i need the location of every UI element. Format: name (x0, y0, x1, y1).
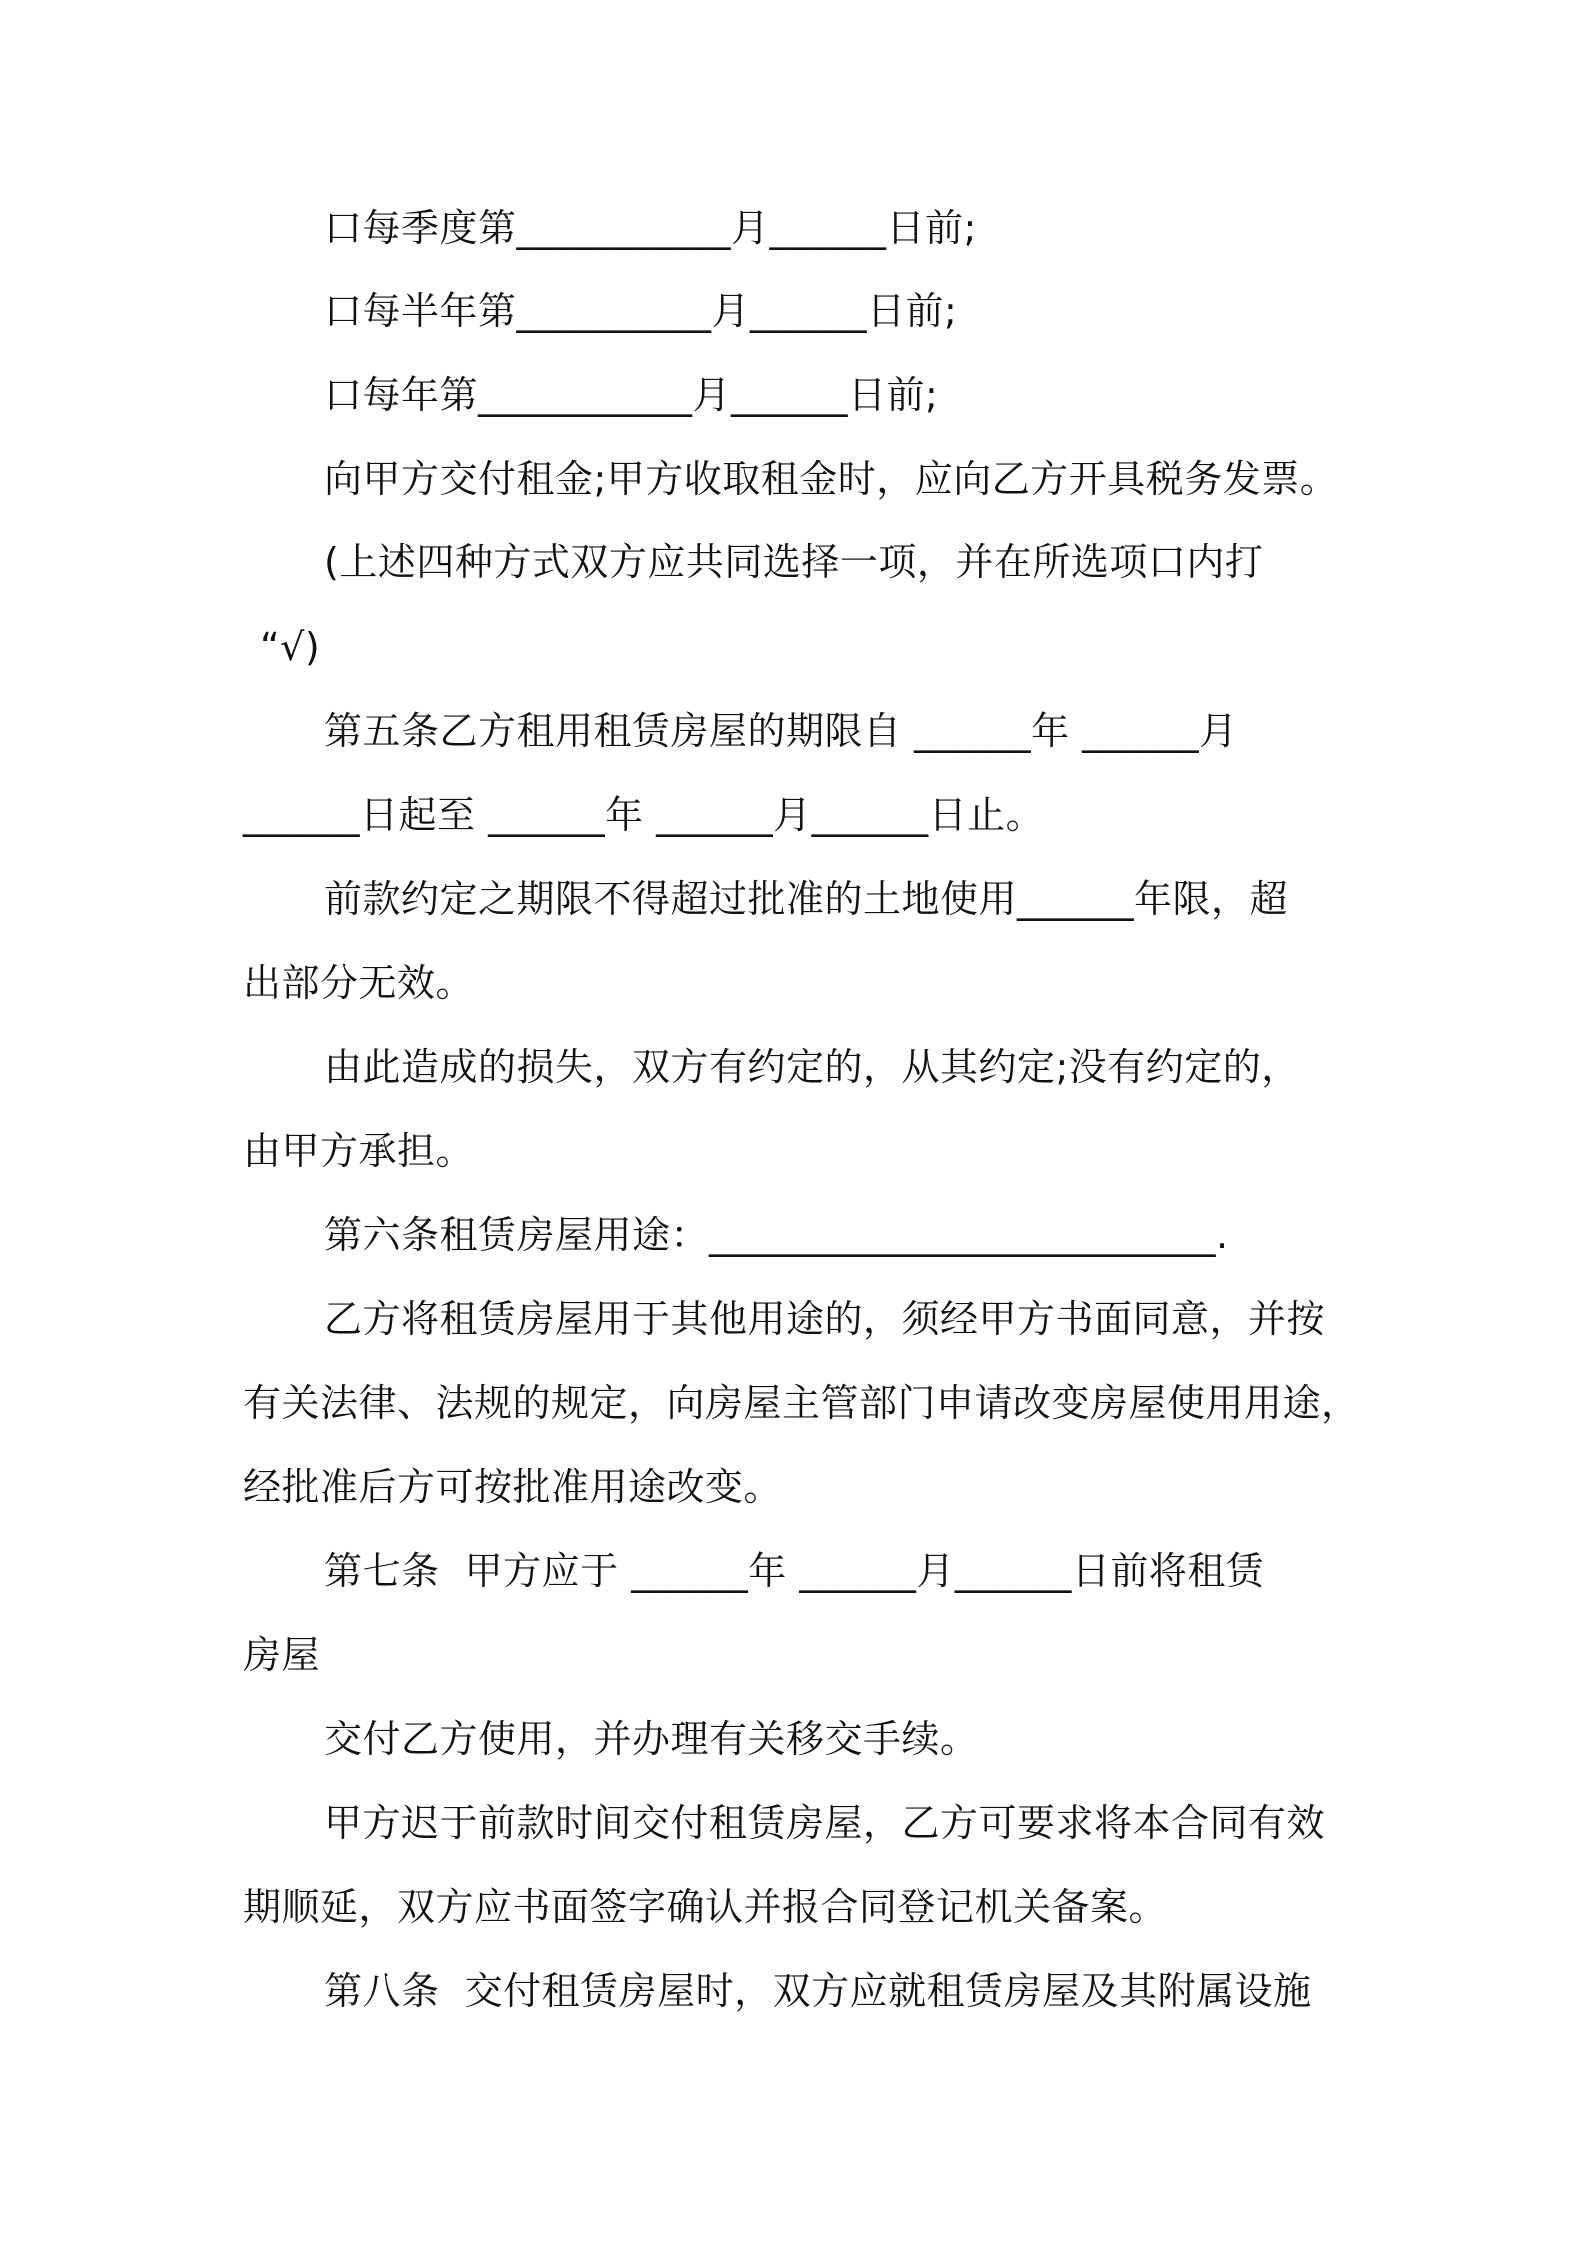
text-line: “√) (260, 625, 321, 669)
text-line: ______日起至 ______年 ______月______日止。 (243, 793, 1045, 837)
text-line: 由甲方承担。 (243, 1129, 475, 1173)
text-line: 第八条 交付租赁房屋时，双方应就租赁房屋及其附属设施 (324, 1969, 1312, 2013)
text-line: 甲方迟于前款时间交付租赁房屋，乙方可要求将本合同有效 (324, 1801, 1326, 1845)
text-line: 乙方将租赁房屋用于其他用途的，须经甲方书面同意，并按 (324, 1297, 1326, 1341)
text-line: (上述四种方式双方应共同选择一项，并在所选项口内打 (324, 540, 1264, 584)
text-line: 前款约定之期限不得超过批准的土地使用______年限，超 (324, 877, 1289, 921)
text-line: 口每年第___________月______日前; (324, 373, 939, 417)
text-line: 第六条租赁房屋用途：__________________________. (324, 1213, 1229, 1257)
text-line: 期顺延，双方应书面签字确认并报合同登记机关备案。 (243, 1885, 1168, 1929)
text-line: 向甲方交付租金;甲方收取租金时，应向乙方开具税务发票。 (324, 457, 1339, 501)
text-line: 有关法律、法规的规定，向房屋主管部门申请改变房屋使用用途， (243, 1381, 1360, 1425)
text-line: 由此造成的损失，双方有约定的，从其约定;没有约定的， (324, 1045, 1300, 1089)
text-line: 经批准后方可按批准用途改变。 (243, 1465, 783, 1509)
text-line: 第七条 甲方应于 ______年 ______月______日前将租赁 (324, 1549, 1265, 1593)
text-line: 口每季度第___________月______日前; (324, 206, 977, 250)
text-line: 房屋 (243, 1633, 321, 1677)
text-line: 口每半年第__________月______日前; (324, 289, 958, 333)
text-line: 交付乙方使用，并办理有关移交手续。 (324, 1717, 979, 1761)
text-line: 第五条乙方租用租赁房屋的期限自 ______年 ______月 (324, 709, 1238, 753)
text-line: 出部分无效。 (243, 961, 475, 1005)
